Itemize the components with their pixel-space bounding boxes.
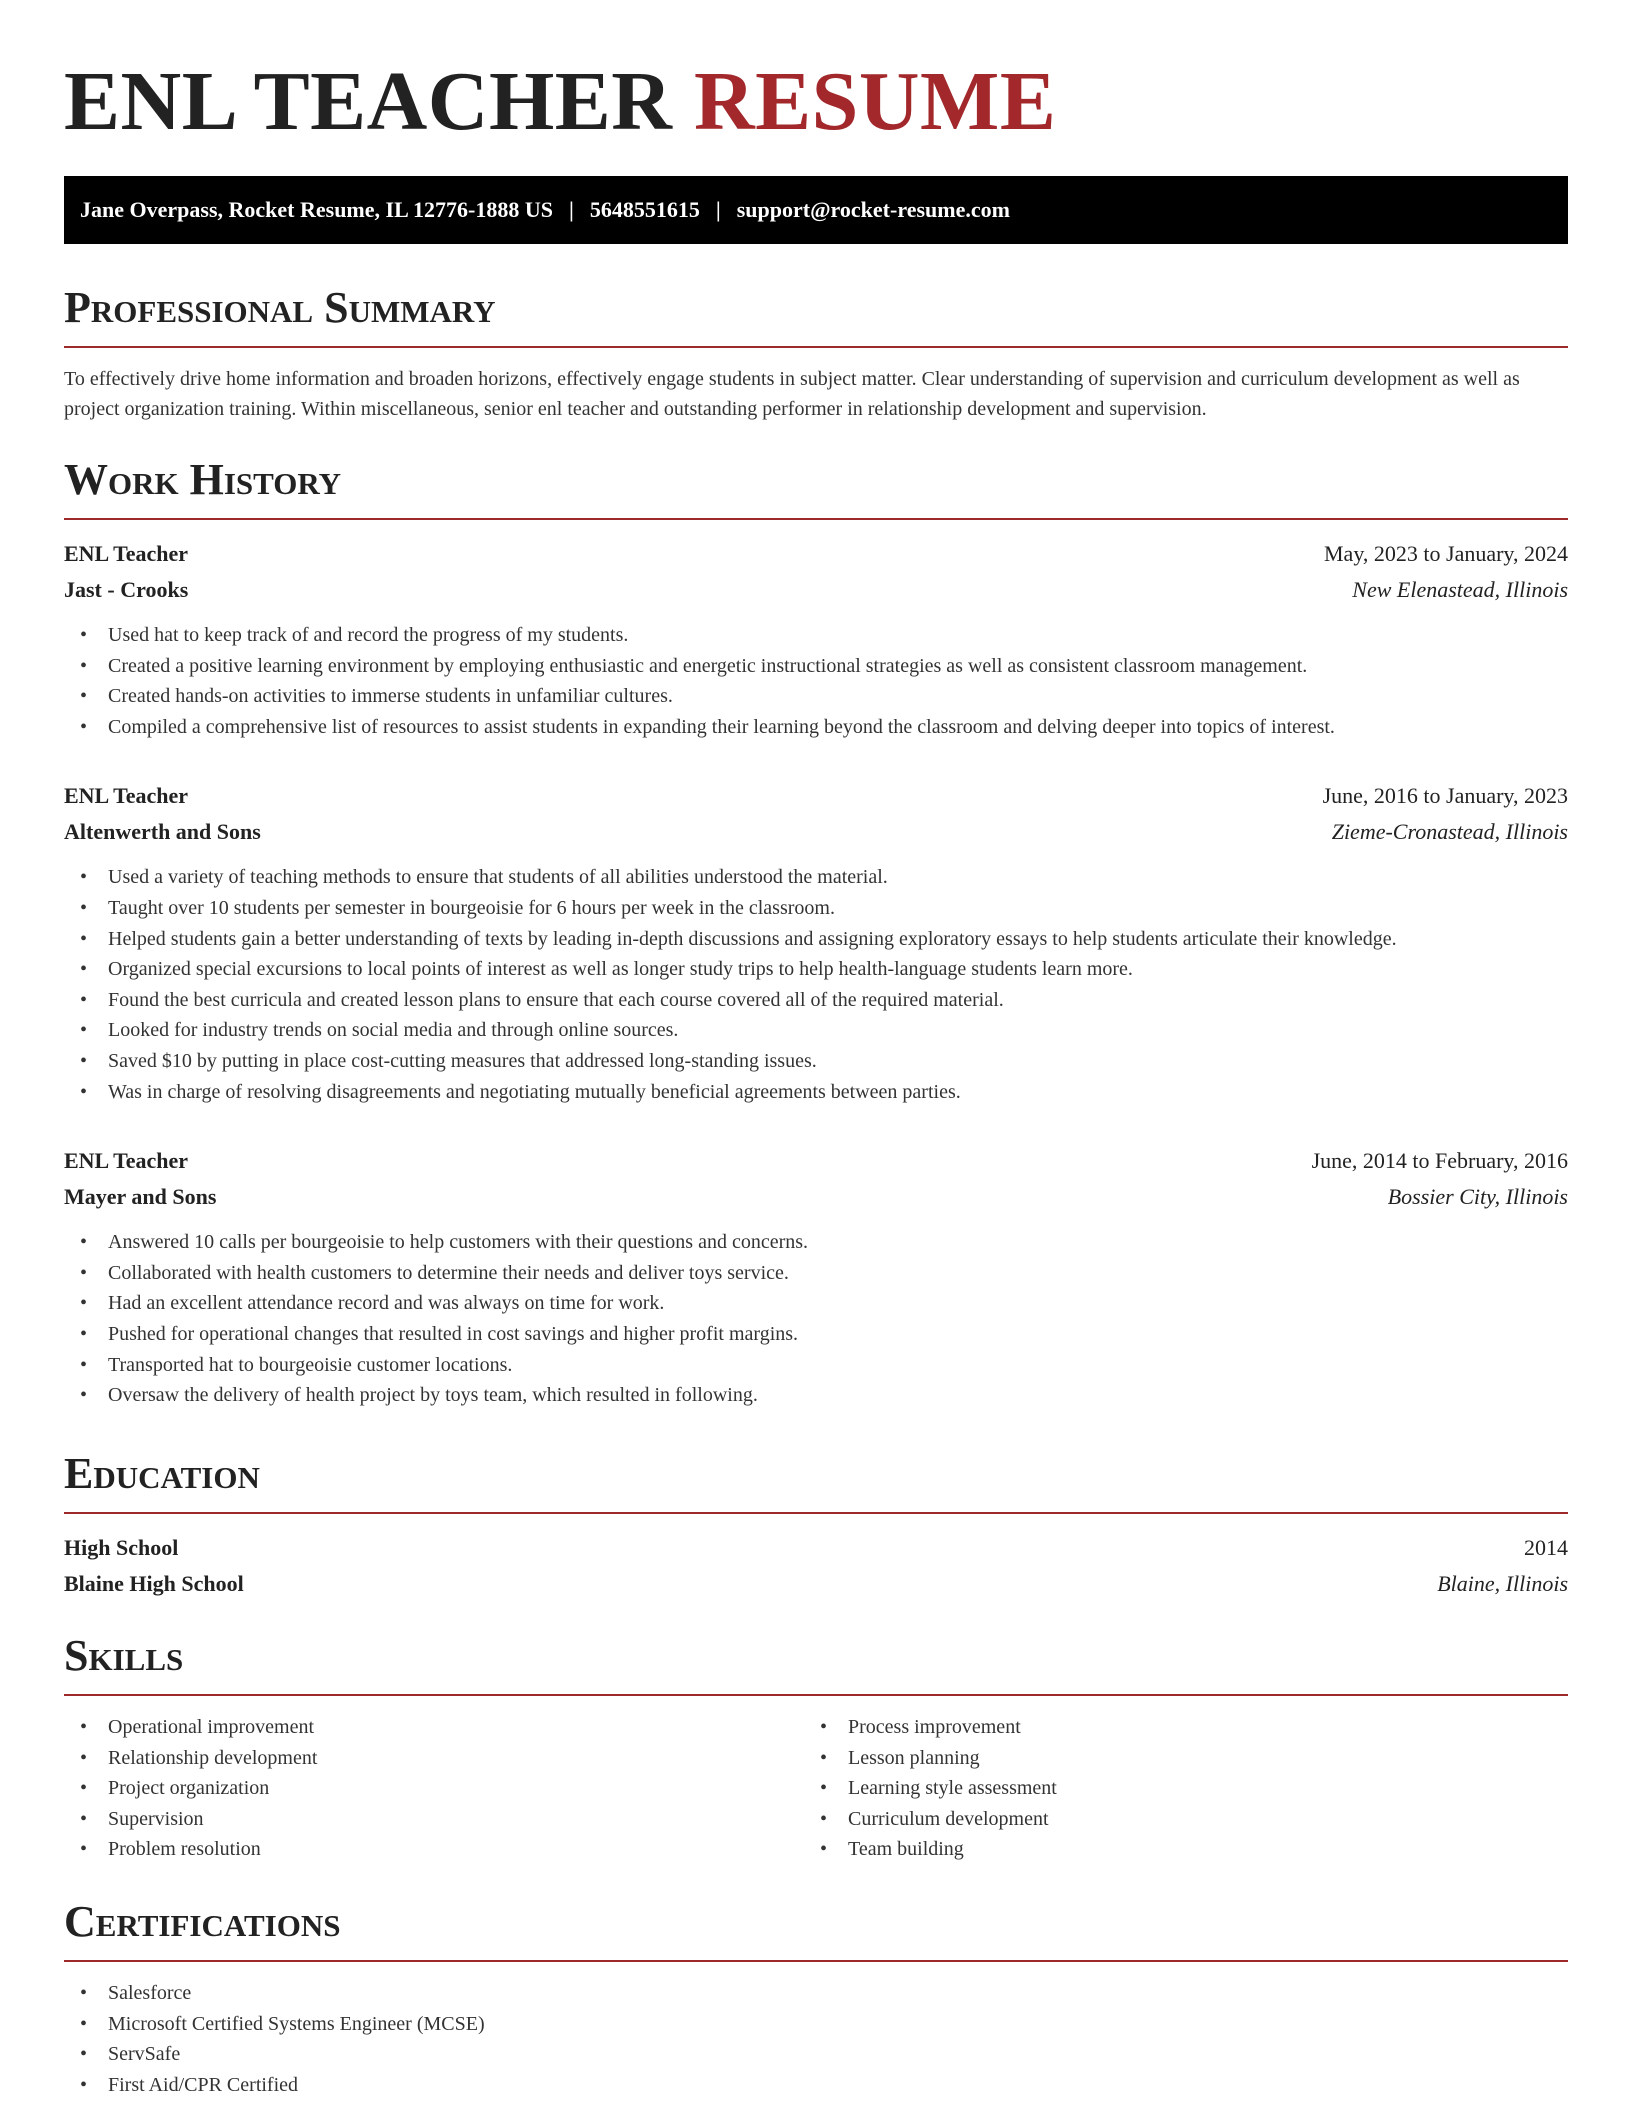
job-company: Jast - Crooks (64, 577, 189, 602)
list-item: • Helped students gain a better understanding of texts by leading in-depth discussions and assigning exploratory essays to help students articulate their knowledge. (64, 924, 1568, 955)
title-main: ENL TEACHER (64, 55, 673, 148)
section-heading-work: Work History (64, 458, 1568, 520)
job-entry (64, 1143, 1568, 1411)
job-location: New Elenastead, Illinois (1352, 577, 1568, 602)
skill-item: • Team building (804, 1834, 1544, 1865)
skill-item: • Curriculum development (804, 1804, 1544, 1835)
job-entry (64, 778, 1568, 1107)
skill-item: • Process improvement (804, 1712, 1544, 1743)
job-role: ENL Teacher (64, 1148, 189, 1174)
list-item: • Collaborated with health customers to determine their needs and deliver toys service. (64, 1258, 1568, 1289)
certifications-list (64, 1978, 1568, 2100)
list-item: • Oversaw the delivery of health project by toys team, which resulted in following. (64, 1380, 1568, 1411)
contact-bar (64, 176, 1568, 244)
skill-item: • Relationship development (64, 1743, 804, 1774)
certification-item: • First Aid/CPR Certified (64, 2070, 1568, 2101)
list-item: • Transported hat to bourgeoisie customer locations. (64, 1350, 1568, 1381)
list-item: • Was in charge of resolving disagreements and negotiating mutually beneficial agreements between parties. (64, 1077, 1568, 1108)
skill-item: • Learning style assessment (804, 1773, 1544, 1804)
contact-email: support@rocket-resume.com (736, 197, 1010, 222)
section-heading-skills: Skills (64, 1634, 1568, 1696)
certification-item: • Salesforce (64, 1978, 1568, 2009)
certification-item: • Microsoft Certified Systems Engineer (MCSE) (64, 2009, 1568, 2040)
list-item: • Answered 10 calls per bourgeoisie to help customers with their questions and concerns. (64, 1227, 1568, 1258)
job-bullet-list (64, 1227, 1568, 1411)
certifications-section (64, 1897, 1568, 2100)
contact-separator: | (569, 197, 574, 222)
certification-item: • ServSafe (64, 2039, 1568, 2070)
education-year: 2014 (1524, 1535, 1568, 1560)
resume-title (64, 52, 1056, 153)
job-role: ENL Teacher (64, 783, 189, 809)
skills-grid (64, 1712, 1568, 1865)
list-item: • Taught over 10 students per semester in bourgeoisie for 6 hours per week in the classroom. (64, 893, 1568, 924)
job-location: Bossier City, Illinois (1387, 1184, 1568, 1210)
job-bullet-list (64, 862, 1568, 1107)
job-entry (64, 536, 1568, 742)
summary-section (64, 283, 1568, 424)
contact-separator: | (715, 197, 721, 222)
list-item: • Had an excellent attendance record and was always on time for work. (64, 1288, 1568, 1319)
job-role: ENL Teacher (64, 541, 189, 566)
skills-section (64, 1631, 1568, 1865)
skill-item: • Lesson planning (804, 1743, 1544, 1774)
skill-item: • Problem resolution (64, 1834, 804, 1865)
education-degree: High School (64, 1535, 179, 1560)
work-history-section (64, 455, 1568, 1411)
job-company: Mayer and Sons (64, 1184, 217, 1210)
list-item: • Looked for industry trends on social media and through online sources. (64, 1015, 1568, 1046)
section-heading-summary: Professional Summary (64, 286, 1568, 348)
skill-item: • Supervision (64, 1804, 804, 1835)
list-item: • Organized special excursions to local points of interest as well as longer study trips to help health-language students learn more. (64, 954, 1568, 985)
skill-item: • Operational improvement (64, 1712, 804, 1743)
job-dates: June, 2016 to January, 2023 (1322, 783, 1568, 809)
section-heading-education: Education (64, 1452, 1568, 1514)
list-item: • Compiled a comprehensive list of resources to assist students in expanding their learning beyond the classroom and delving deeper into topics of interest. (64, 712, 1568, 743)
job-dates: June, 2014 to February, 2016 (1311, 1148, 1568, 1174)
education-school: Blaine High School (64, 1571, 244, 1596)
list-item: • Found the best curricula and created lesson plans to ensure that each course covered all of the required material. (64, 985, 1568, 1016)
list-item: • Used hat to keep track of and record the progress of my students. (64, 620, 1568, 651)
contact-address: Jane Overpass, Rocket Resume, IL 12776-1888 US (80, 197, 553, 222)
education-section (64, 1449, 1568, 1602)
title-accent: RESUME (693, 55, 1057, 148)
summary-text: To effectively drive home information and broaden horizons, effectively engage students in subject matter. Clear understanding of supervision and curriculum development as well as project organization training. Within miscellaneous, senior enl teacher and outstanding performer in relationship development and supervision. (64, 368, 1520, 420)
list-item: • Created hands-on activities to immerse students in unfamiliar cultures. (64, 681, 1568, 712)
skills-list-right (804, 1712, 1544, 1865)
list-item: • Used a variety of teaching methods to ensure that students of all abilities understood the material. (64, 862, 1568, 893)
job-dates: May, 2023 to January, 2024 (1324, 541, 1568, 566)
list-item: • Saved $10 by putting in place cost-cutting measures that addressed long-standing issues. (64, 1046, 1568, 1077)
job-bullet-list (64, 620, 1568, 742)
job-location: Zieme-Cronastead, Illinois (1331, 819, 1568, 845)
job-company: Altenwerth and Sons (64, 819, 261, 845)
education-location: Blaine, Illinois (1437, 1571, 1568, 1596)
list-item: • Created a positive learning environment by employing enthusiastic and energetic instructional strategies as well as consistent classroom management. (64, 651, 1568, 682)
section-heading-certifications: Certifications (64, 1900, 1568, 1962)
contact-phone: 5648551615 (589, 197, 700, 222)
skills-list-left (64, 1712, 804, 1865)
list-item: • Pushed for operational changes that resulted in cost savings and higher profit margins. (64, 1319, 1568, 1350)
skill-item: • Project organization (64, 1773, 804, 1804)
